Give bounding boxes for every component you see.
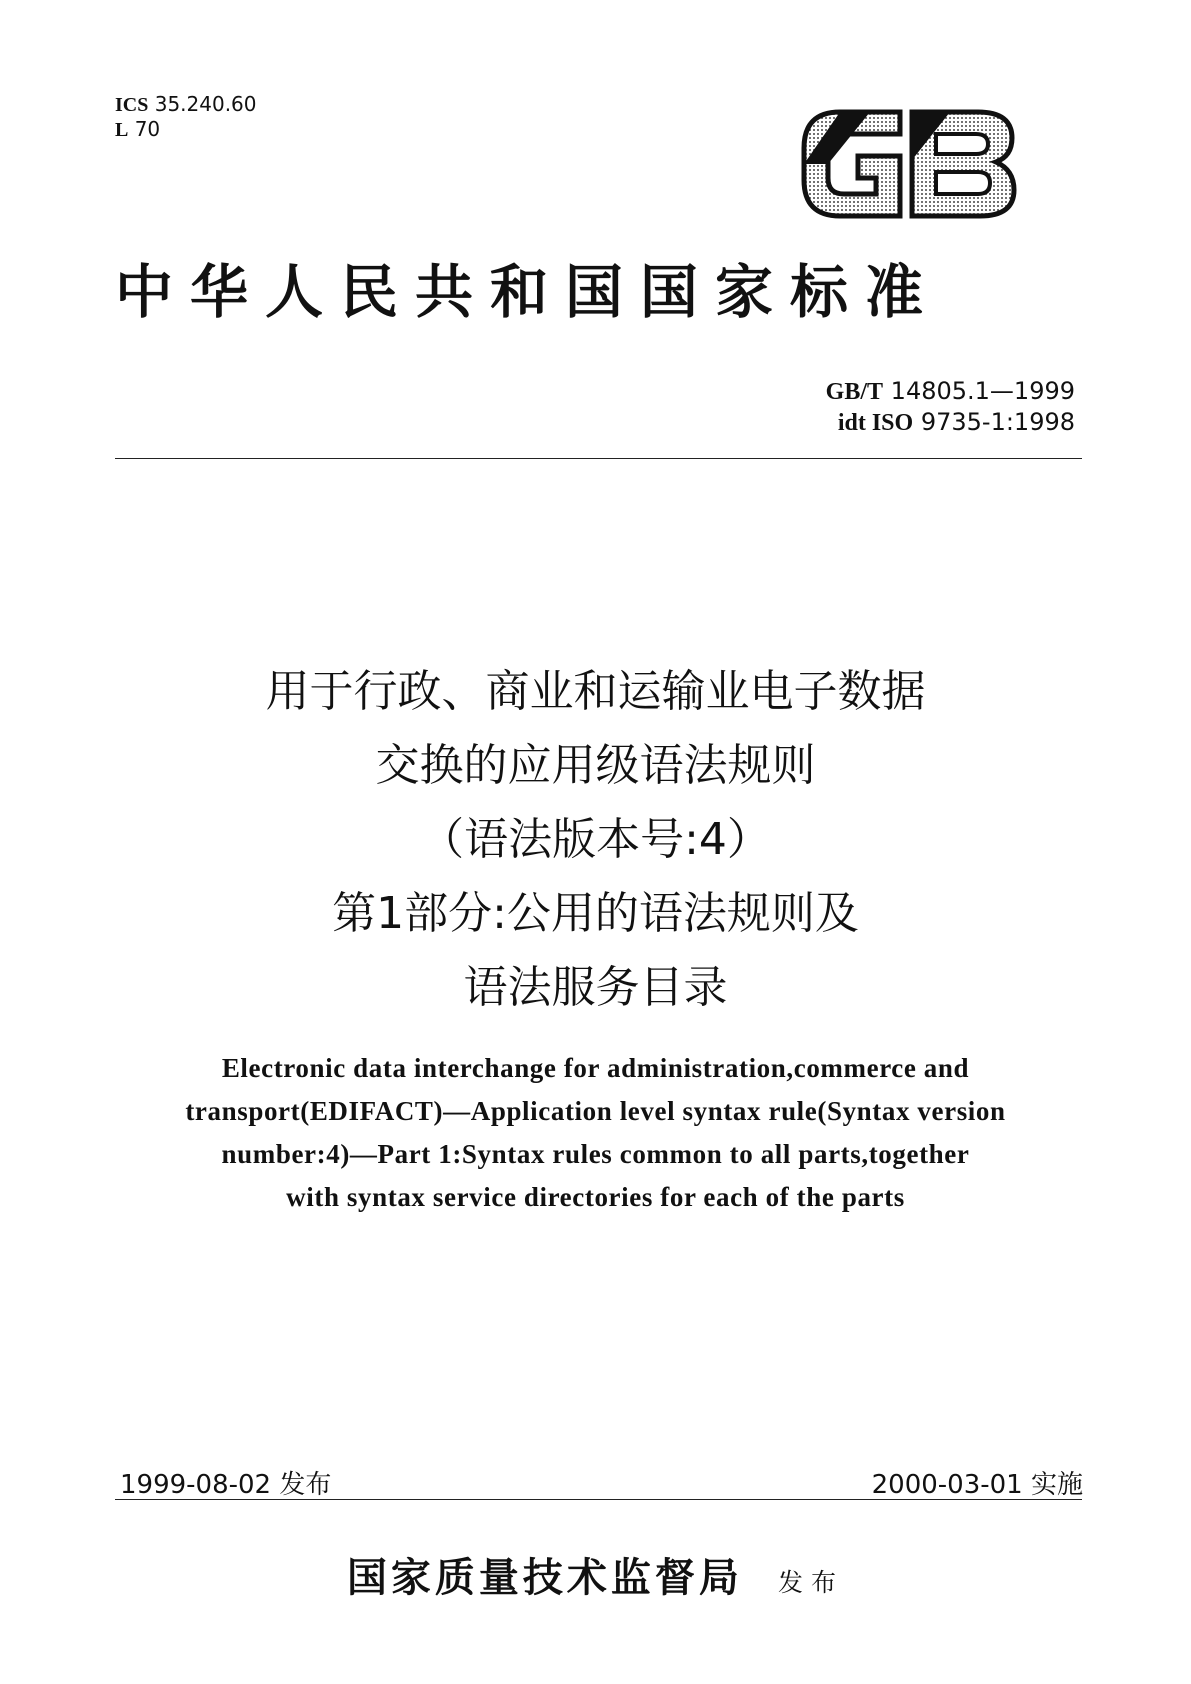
national-standard-title: 中华人民共和国国家标准 [115,260,941,325]
header-divider [115,458,1082,459]
chinese-title-line: 语法服务目录 [463,962,728,1013]
issue-date: 1999-08-02 [120,1470,272,1500]
equivalence-line [826,407,1075,438]
english-title-line: transport(EDIFACT)—Application level syntax rule(Syntax version [185,1096,1006,1126]
gb-logo-icon [800,104,1018,224]
issuer-action: 发布 [778,1568,845,1597]
ccs-line [115,117,257,142]
ics-value: 35.240.60 [154,92,257,116]
ics-label: ICS [115,94,149,116]
standard-number: 14805.1—1999 [890,377,1075,405]
implement-label: 实施 [1030,1470,1083,1500]
ccs-label: L [115,119,129,141]
english-title [0,1047,1191,1219]
chinese-title-line: 第1部分:公用的语法规则及 [332,888,859,939]
standard-number-block [826,376,1075,438]
implement-date-block [872,1464,1083,1501]
ccs-value: 70 [134,117,161,141]
issue-label: 发布 [279,1470,332,1500]
chinese-title-line: 交换的应用级语法规则 [375,740,816,791]
standard-number-line [826,376,1075,407]
english-title-line: number:4)—Part 1:Syntax rules common to all parts,together [221,1139,970,1169]
equivalence-number: 9735-1:1998 [920,408,1075,436]
english-title-line: with syntax service directories for each of the parts [286,1182,905,1212]
issue-date-block [120,1464,331,1501]
chinese-title [0,655,1191,1025]
equivalence-prefix: idt ISO [837,410,914,436]
chinese-title-line: （语法版本号:4） [420,814,771,865]
standard-prefix: GB/T [825,379,884,405]
english-title-line: Electronic data interchange for administration,commerce and [221,1053,970,1083]
issuer-block [0,1546,1191,1603]
classification-block [115,92,257,142]
ics-line [115,92,257,117]
implement-date: 2000-03-01 [871,1470,1023,1500]
issuer-organization: 国家质量技术监督局 [346,1555,743,1600]
chinese-title-line: 用于行政、商业和运输业电子数据 [265,666,926,717]
footer-divider [115,1499,1082,1500]
